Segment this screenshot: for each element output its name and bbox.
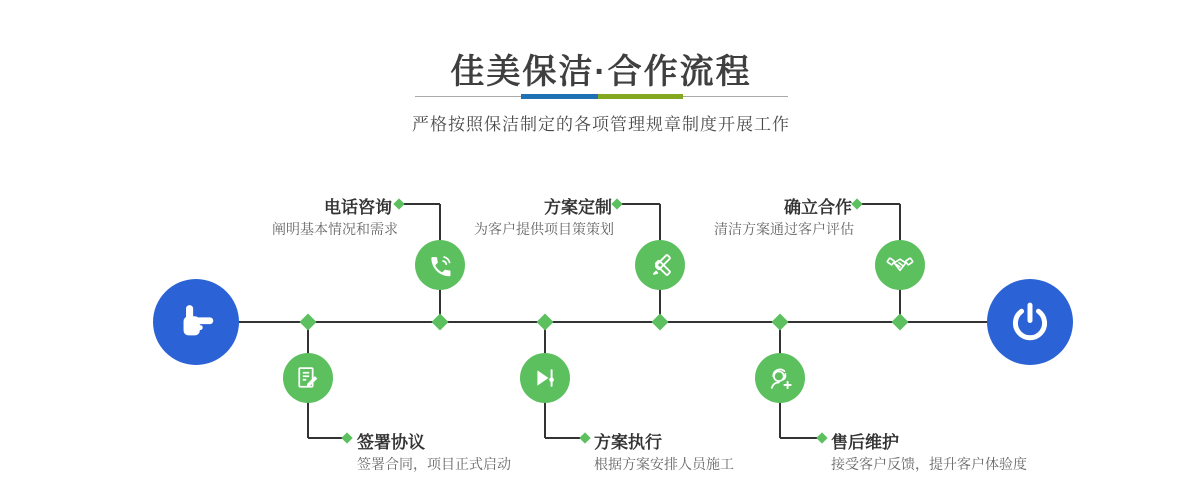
timeline-diamond: [537, 314, 554, 331]
end-node: [987, 279, 1073, 365]
step-desc-plan: 为客户提供项目策策划: [474, 221, 614, 237]
step-desc-phone: 阐明基本情况和需求: [272, 221, 398, 237]
step-node-plan: [635, 240, 685, 290]
step-desc-aftersale: 接受客户反馈，提升客户体验度: [831, 456, 1027, 472]
timeline-diamond: [772, 314, 789, 331]
title-divider-blue-segment: [521, 94, 598, 99]
step-desc-sign: 签署合同，项目正式启动: [357, 456, 511, 472]
timeline-diamond: [300, 314, 317, 331]
label-diamond: [816, 432, 827, 443]
step-node-phone: [415, 240, 465, 290]
handshake-icon: [886, 251, 914, 279]
connector: [545, 437, 582, 439]
customer-service-icon: [766, 364, 794, 392]
power-icon: [1007, 299, 1053, 345]
pencil-ruler-icon: [646, 251, 674, 279]
label-diamond: [579, 432, 590, 443]
step-title-phone: 电话咨询: [324, 198, 392, 217]
label-diamond: [341, 432, 352, 443]
timeline-diamond: [432, 314, 449, 331]
label-diamond: [611, 198, 622, 209]
connector: [402, 203, 440, 205]
connector: [780, 437, 819, 439]
step-node-cooperate: [875, 240, 925, 290]
label-diamond: [851, 198, 862, 209]
step-title-cooperate: 确立合作: [784, 198, 852, 217]
start-node: [153, 279, 239, 365]
title-divider-green-segment: [598, 94, 683, 99]
step-desc-cooperate: 清洁方案通过客户评估: [714, 221, 854, 237]
page-title: 佳美保洁·合作流程: [450, 53, 752, 91]
connector: [860, 203, 900, 205]
contract-icon: [294, 364, 322, 392]
phone-icon: [426, 251, 454, 279]
pointing-hand-icon: [173, 299, 219, 345]
timeline-diamond: [652, 314, 669, 331]
step-title-execute: 方案执行: [594, 433, 662, 452]
timeline-diamond: [892, 314, 909, 331]
label-diamond: [393, 198, 404, 209]
connector: [620, 203, 660, 205]
step-node-execute: [520, 353, 570, 403]
play-icon: [531, 364, 559, 392]
step-node-sign: [283, 353, 333, 403]
step-title-plan: 方案定制: [544, 198, 612, 217]
step-title-aftersale: 售后维护: [831, 433, 899, 452]
step-node-aftersale: [755, 353, 805, 403]
step-desc-execute: 根据方案安排人员施工: [594, 456, 734, 472]
step-title-sign: 签署协议: [357, 433, 425, 452]
connector: [308, 437, 344, 439]
page-subtitle: 严格按照保洁制定的各项管理规章制度开展工作: [412, 115, 790, 134]
